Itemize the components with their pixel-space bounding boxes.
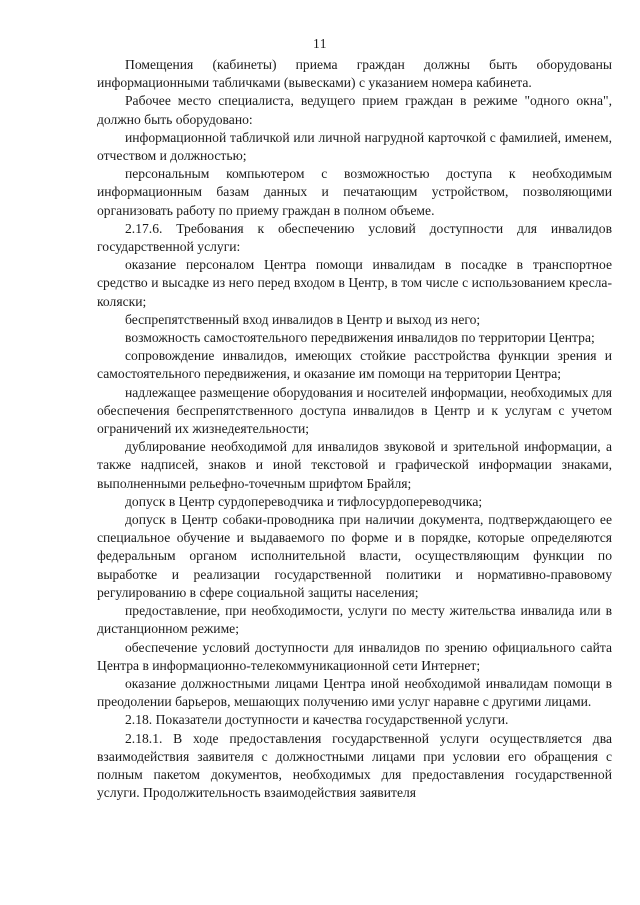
paragraph: дублирование необходимой для инвалидов звуковой и зрительной информации, а также надписей, знаков и иной текстовой и графической информации знаками, выполненными рельефно-точечным шрифтом Брайля;: [97, 439, 612, 491]
section-heading: 2.18. Показатели доступности и качества государственной услуги.: [125, 712, 509, 728]
paragraph: беспрепятственный вход инвалидов в Центр и выход из него;: [125, 311, 481, 327]
paragraph: информационной табличкой или личной нагрудной карточкой с фамилией, именем, отчеством и должностью;: [97, 129, 612, 164]
paragraph: надлежащее размещение оборудования и носителей информации, необходимых для обеспечения беспрепятственного доступа инвалидов в Центр и к услугам с учетом ограничений их жизнедеятельности;: [97, 384, 612, 437]
paragraph: 2.17.6. Требования к обеспечению условий доступности для инвалидов государственной услуги:: [97, 220, 612, 255]
paragraph: Рабочее место специалиста, ведущего прием граждан в режиме "одного окна", должно быть оборудовано:: [97, 93, 612, 127]
document-body: [97, 56, 612, 802]
paragraph: оказание должностными лицами Центра иной необходимой инвалидам помощи в преодолении барьеров, мешающих получению ими услуг наравне с другими лицами.: [97, 675, 612, 710]
paragraph: допуск в Центр собаки-проводника при наличии документа, подтверждающего ее специальное обучение и выдаваемого по форме и в порядке, которые определяются федеральным органом исполнительной власти, осуществляющим функции по выработке и реализации государственной политики и нормативно-правовому регулированию в сфере социальной защиты населения;: [97, 512, 612, 600]
paragraph: оказание персоналом Центра помощи инвалидам в посадке в транспортное средство и высадке из него перед входом в Центр, в том числе с использованием кресла-коляски;: [97, 257, 612, 309]
page-number: 11: [313, 36, 327, 51]
paragraph: 2.18.1. В ходе предоставления государственной услуги осуществляется два взаимодействия заявителя с должностными лицами при условии его обращения с полным пакетом документов, необходимых для предоставления государственной услуги. Продолжительность взаимодействия заявителя: [97, 730, 612, 801]
paragraph: персональным компьютером с возможностью доступа к необходимым информационным базам данных и печатающим устройством, позволяющими организовать работу по приему граждан в полном объеме.: [97, 166, 612, 218]
paragraph: предоставление, при необходимости, услуги по месту жительства инвалида или в дистанционном режиме;: [97, 603, 612, 637]
paragraph: возможность самостоятельного передвижения инвалидов по территории Центра;: [125, 330, 595, 346]
paragraph: допуск в Центр сурдопереводчика и тифлосурдопереводчика;: [125, 493, 483, 509]
paragraph: сопровождение инвалидов, имеющих стойкие расстройства функции зрения и самостоятельного передвижения, и оказание им помощи на территории Центра;: [97, 348, 612, 382]
paragraph: Помещения (кабинеты) приема граждан должны быть оборудованы информационными табличками (вывесками) с указанием номера кабинета.: [97, 57, 612, 91]
paragraph: обеспечение условий доступности для инвалидов по зрению официального сайта Центра в информационно-телекоммуникационной сети Интернет;: [97, 639, 612, 673]
